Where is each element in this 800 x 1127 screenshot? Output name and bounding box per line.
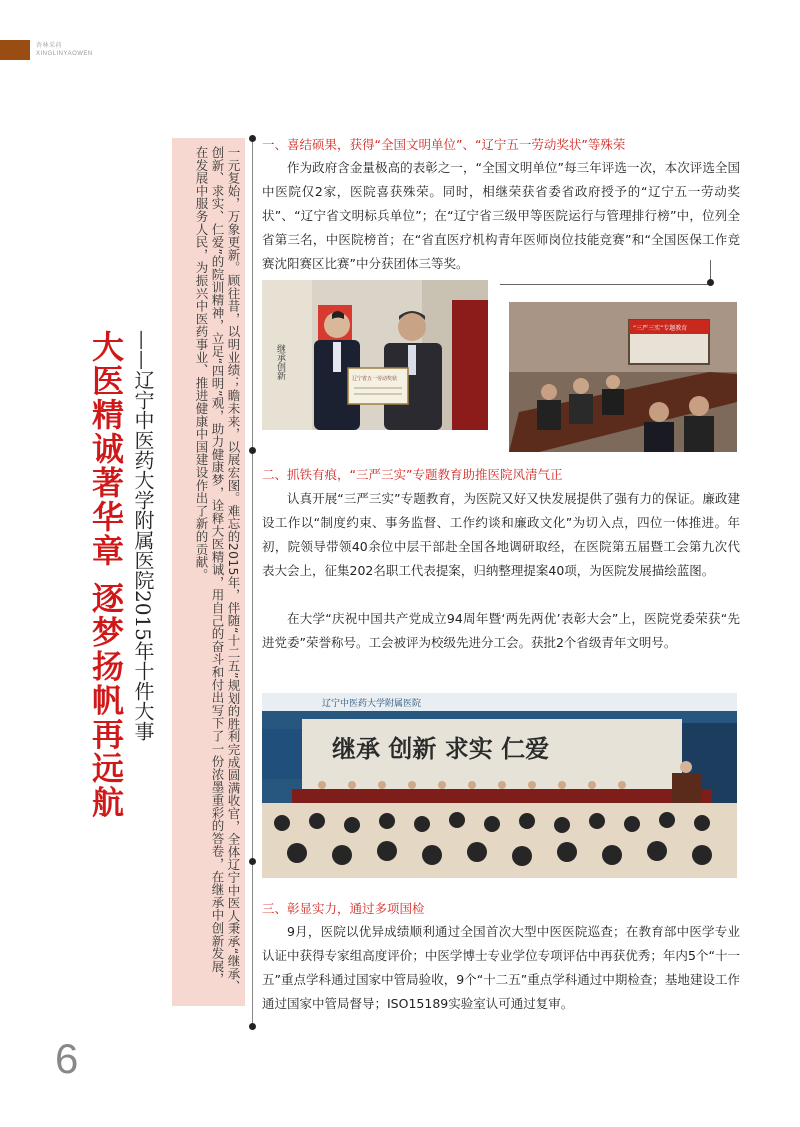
photo-guide-line (500, 284, 710, 285)
header-column-name: 杏林采荷 (36, 43, 63, 49)
timeline-dot (249, 135, 256, 142)
header-tag-bar (0, 40, 30, 60)
section-2-title: 二、抓铁有痕，“三严三实”专题教育助推医院风清气正 (262, 467, 563, 482)
page-number: 6 (55, 1035, 79, 1082)
timeline-dot (249, 447, 256, 454)
intro-text: 一元复始，万象更新。顾往昔，以明业绩；瞻未来，以展宏图。难忘的2015年，伴随“十二五”规划的胜利完成圆满收官，全体辽宁中医人秉承“继承、创新、求实、仁爱”的院训精神，立足“四明”观，助力健康梦，诠释大医精诚，用自己的奋斗和付出写下了一份浓墨重彩的答卷，在继承中创新发展，在发展中服务人民，为振兴中医药事业、推进健康中国建设作出了新的贡献。 (194, 146, 241, 993)
award-ceremony-photo (262, 280, 488, 430)
section-3-title: 三、彰显实力，通过多项国检 (262, 901, 425, 916)
section-1-paragraph: 作为政府含金量极高的表彰之一，“全国文明单位”每三年评选一次，本次评选全国中医院仅2家，医院喜获殊荣。同时，相继荣获省委省政府授予的“辽宁五一劳动奖状”、“辽宁省文明标兵单位”；在“辽宁省三级甲等医院运行与管理排行榜”中，位列全省第三名，中医院榜首；在“省直医疗机构青年医师岗位技能竞赛”和“全国医保工作竞赛沈阳赛区比赛”中分获团体三等奖。 (262, 160, 740, 271)
certificate-text: 辽宁省五一劳动奖状 (352, 376, 398, 382)
header-column-pinyin: XINGLINYAOWEN (36, 51, 93, 57)
meeting-screen-text: “三严三实”专题教育 (633, 325, 688, 332)
hall-slogan-text: 继承 创新 求实 仁爱 (332, 734, 550, 763)
meeting-photo (509, 302, 737, 452)
header-tag-text (36, 42, 93, 58)
section-3-paragraph: 9月，医院以优异成绩顺利通过全国首次大型中医医院巡查；在教育部中医学专业认证中获得专家组高度评价；中医学博士专业学位专项评估中再获优秀；年内5个“十一五”重点学科通过国家中管局验收，9个“十二五”重点学科通过中期检查；基地建设工作通过国家中管局督导；ISO15189实验室认可通过复审。 (262, 924, 740, 1011)
timeline-dot (249, 1023, 256, 1030)
section-2-paragraph: 在大学“庆祝中国共产党成立94周年暨‘两先两优’表彰大会”上，医院党委荣获“先进党委”荣誉称号。工会被评为校级先进分工会。获批2个省级青年文明号。 (262, 611, 740, 650)
section-2-paragraph: 认真开展“三严三实”专题教育，为医院又好又快发展提供了强有力的保证。廉政建设工作以“制度约束、事务监督、工作约谈和廉政文化”为切入点，四位一体推进。年初，院领导带领40余位中层干部赴全国各地调研取经，在医院第五届暨工会第九次代表大会上，征集202名职工代表提案，归纳整理提案40项，为医院发展描绘蓝图。 (262, 491, 740, 578)
page-headline: 大医精诚著华章 逐梦扬帆再远航 (87, 330, 125, 820)
page-subheadline: ——辽宁中医药大学附属医院2015年十件大事 (131, 330, 155, 741)
hall-banner-text: 辽宁中医药大学附属医院 (322, 699, 422, 709)
section-1-title: 一、喜结硕果，获得“全国文明单位”、“辽宁五一劳动奖状”等殊荣 (262, 137, 626, 152)
timeline-dot (249, 858, 256, 865)
banner-text: 继承创新 (275, 344, 285, 380)
timeline-line (252, 138, 253, 1028)
intro-panel (172, 138, 245, 1006)
auditorium-photo (262, 693, 737, 878)
timeline-dot (707, 279, 714, 286)
